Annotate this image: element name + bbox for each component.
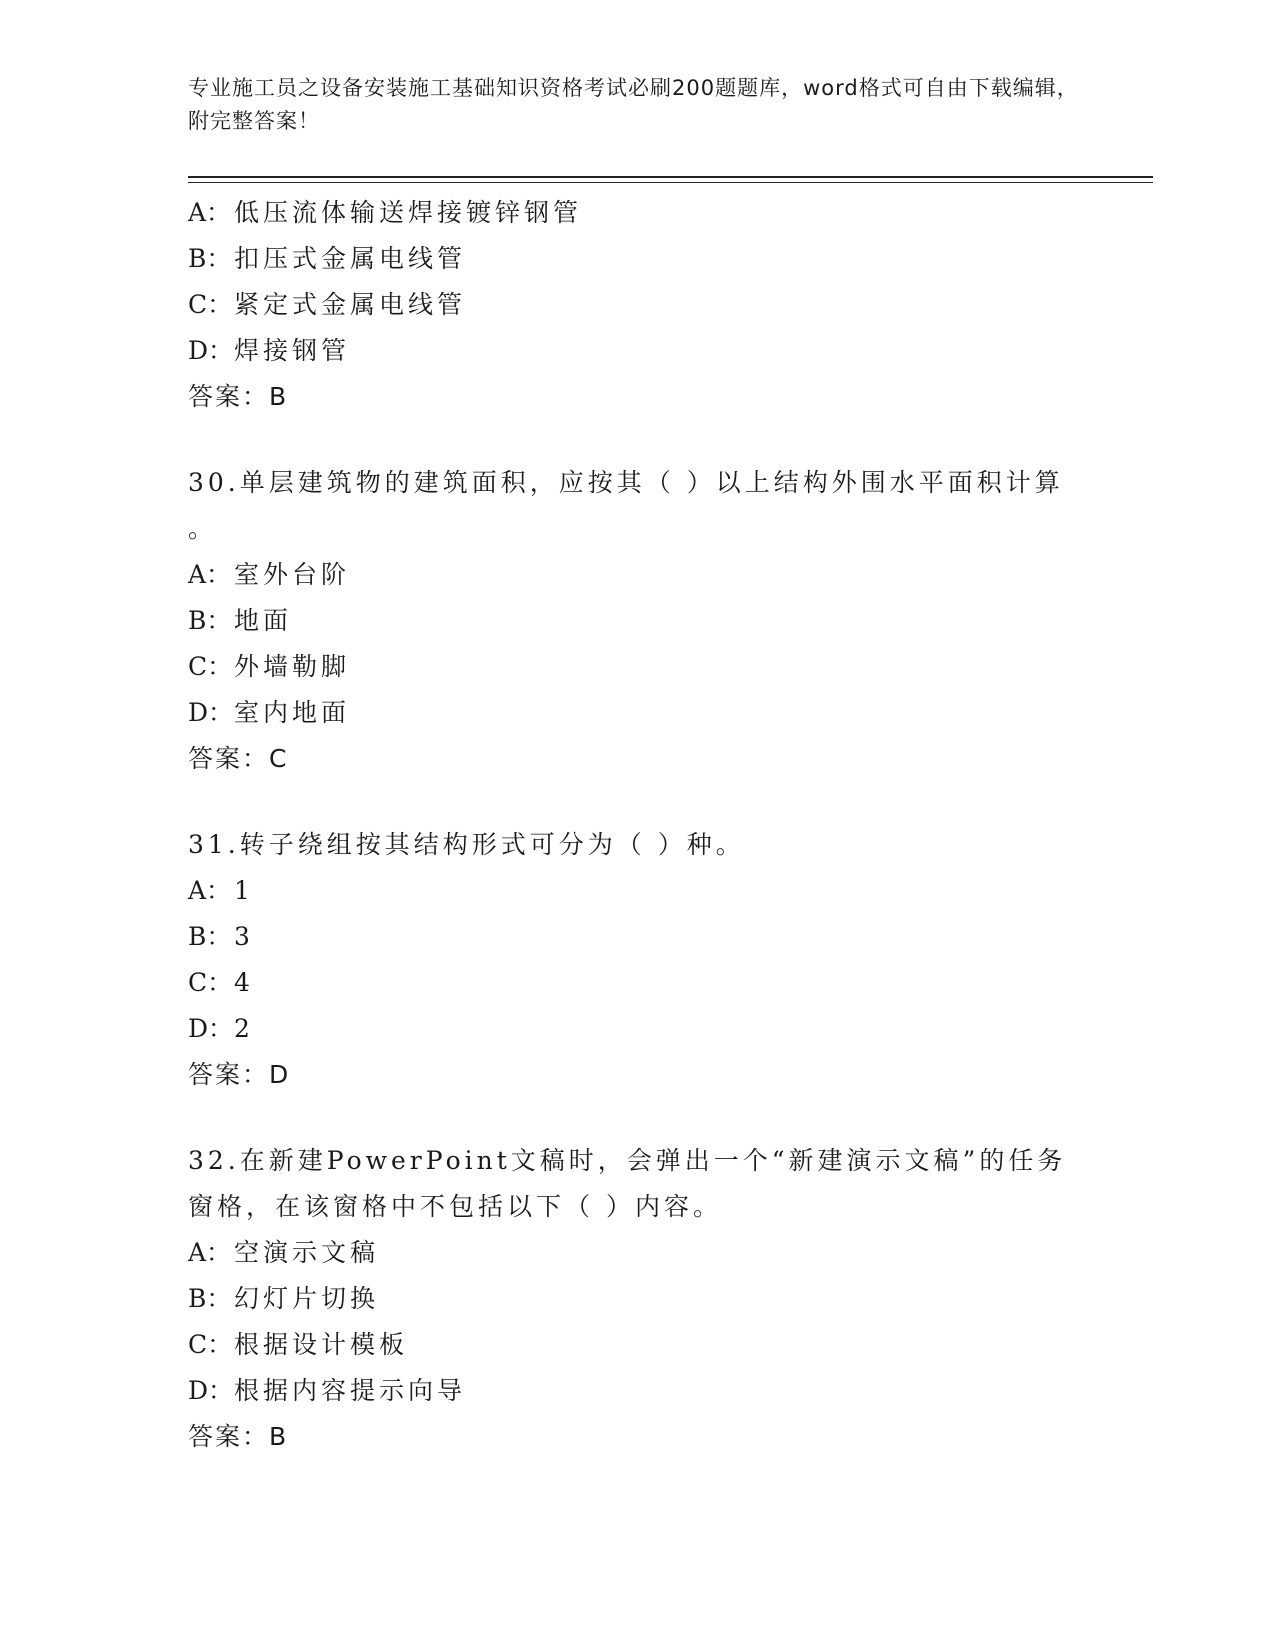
option-a: A： 室外台阶 [188, 560, 351, 589]
question-block-31 [188, 822, 1088, 1098]
document-header: 专业施工员之设备安装施工基础知识资格考试必刷200题题库，word格式可自由下载编辑，附完整答案！ [188, 76, 1079, 133]
option-d: D：根据内容提示向导 [188, 1376, 467, 1405]
option-a: A： 1 [188, 876, 254, 905]
option-c: C：外墙勒脚 [188, 652, 351, 681]
header-divider-thick [188, 176, 1153, 178]
option-b: B： 3 [188, 922, 254, 951]
question-block-32 [188, 1138, 1088, 1460]
option-a: A： 空演示文稿 [188, 1238, 380, 1267]
option-b: B： 扣压式金属电线管 [188, 244, 467, 273]
question-stem: 30.单层建筑物的建筑面积，应按其（ ）以上结构外围水平面积计算 [188, 468, 1064, 497]
question-stem: 31.转子绕组按其结构形式可分为（ ）种。 [188, 830, 745, 859]
option-c: C：紧定式金属电线管 [188, 290, 467, 319]
option-b: B： 地面 [188, 606, 293, 635]
question-list [188, 190, 1088, 1460]
answer-line: 答案：B [188, 1422, 289, 1451]
option-c: C：根据设计模板 [188, 1330, 409, 1359]
question-stem-continued: 。 [188, 514, 218, 543]
option-d: D：2 [188, 1014, 254, 1043]
question-stem-continued: 窗格，在该窗格中不包括以下（ ）内容。 [188, 1192, 722, 1221]
header-divider-thin [188, 182, 1153, 183]
question-block-30 [188, 460, 1088, 782]
option-b: B： 幻灯片切换 [188, 1284, 380, 1313]
option-c: C：4 [188, 968, 254, 997]
option-a: A： 低压流体输送焊接镀锌钢管 [188, 198, 583, 227]
answer-line: 答案：C [188, 744, 289, 773]
answer-line: 答案：B [188, 382, 289, 411]
question-stem: 32.在新建PowerPoint文稿时，会弹出一个“新建演示文稿”的任务 [188, 1146, 1067, 1175]
question-block-partial [188, 190, 1088, 420]
answer-line: 答案：D [188, 1060, 291, 1089]
option-d: D：室内地面 [188, 698, 351, 727]
option-d: D：焊接钢管 [188, 336, 351, 365]
